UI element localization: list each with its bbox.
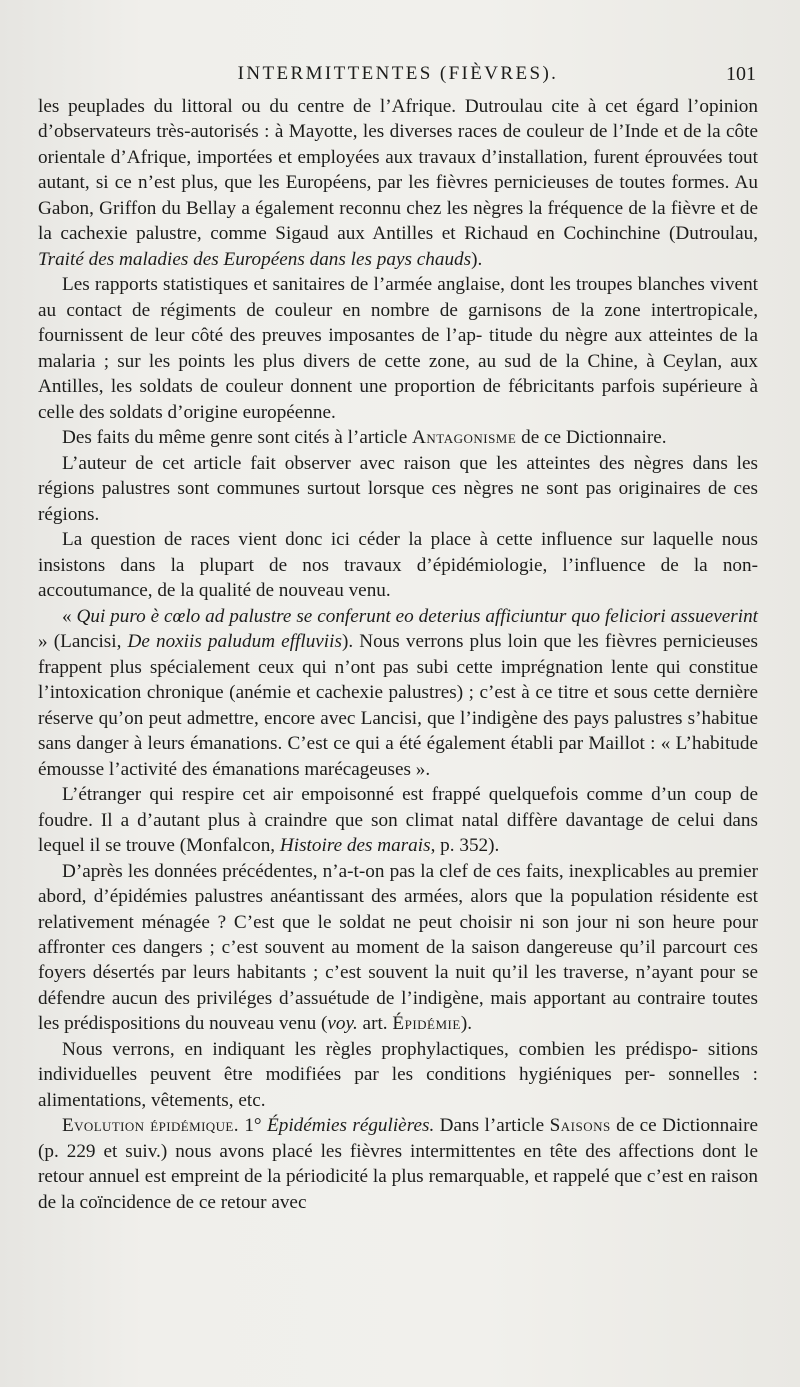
paragraph bbox=[38, 94, 758, 272]
text-run: les peuplades du littoral ou du centre de l’Afrique. Dutroulau cite à cet égard l’opinion d’observateurs très-autorisés : à Mayotte, les diverses races de couleur de l’Inde et de la côte orientale d’Afrique, importées et employées aux travaux d’installation, furent éprouvées tout autant, si ce n’est plus, que les Européens, par les fièvres pernicieuses de toutes formes. Au Gabon, Griffon du Bellay a également reconnu chez les nègres la fréquence de la fièvre et de la cachexie palustre, comme Sigaud aux Antilles et Richaud en Cochinchine (Dutroulau, bbox=[38, 96, 758, 245]
italic-text: Épidémies régulières. bbox=[267, 1115, 435, 1137]
text-run: ). Nous verrons plus loin que les fièvres pernicieuses frappent plus spécialement ceux qui n’ont pas subi cette imprégnation lente qui constitue l’intoxication chronique (anémie et cachexie palustres) ; c’est à ce titre et sous cette dernière réserve qu’on peut admettre, encore avec Lancisi, que l’indigène des pays palustres s’habitue sans danger à leurs émanations. C’est ce qui a été également établi par Maillot : « L’habitude émousse l’activité des émanations marécageuses ». bbox=[38, 631, 758, 780]
text-run: de ce Dictionnaire (p. 229 et suiv.) nous avons placé les fièvres intermittentes en tête des affections dont le retour annuel est empreint de la périodicité la plus remarquable, et rappelé que c’est en raison de la coïncidence de ce retour avec bbox=[38, 1115, 758, 1213]
italic-text: De noxiis paludum effluviis bbox=[127, 631, 342, 653]
text-run: de ce Dictionnaire. bbox=[516, 427, 667, 449]
text-run: Les rapports statistiques et sanitaires de l’armée anglaise, dont les troupes blanches vivent au contact de régiments de couleur en nombre de garnisons de la zone intertropicale, fournissent de leur côté des preuves imposantes de l’ap- titude du nègre aux atteintes de la malaria ; sur les points les plus divers de cette zone, au sud de la Chine, à Ceylan, aux Antilles, les soldats de couleur donnent une proportion de fébricitants parfois supérieure à celle des soldats d’origine européenne. bbox=[38, 274, 758, 423]
text-run: D’après les données précédentes, n’a-t-on pas la clef de ces faits, inexplicables au premier abord, d’épidémies palustres anéantissant des armées, alors que la population résidente est relativement ménagée ? C’est que le soldat ne peut choisir ni son jour ni son heure pour affronter ces dangers ; c’est souvent au moment de la saison dangereuse qu’il parcourt ces foyers désertés par leurs habitants ; c’est souvent la nuit qu’il les traverse, n’ayant pour se défendre aucun des priviléges d’assuétude de l’indigène, mais apportant au contraire toutes les prédispositions du nouveau venu ( bbox=[38, 860, 758, 1035]
text-run: , p. 352). bbox=[430, 835, 500, 857]
text-run: » (Lancisi, bbox=[38, 631, 128, 653]
running-title: INTERMITTENTES (FIÈVRES). bbox=[237, 63, 559, 84]
small-caps-reference: Saisons bbox=[549, 1115, 611, 1137]
paragraph bbox=[38, 1037, 758, 1113]
italic-text: Qui puro è cœlo ad palustre se conferunt eo deterius afficiuntur quo feliciori assueverint bbox=[76, 605, 759, 627]
small-caps-reference: Antagonisme bbox=[412, 427, 517, 449]
paragraph bbox=[38, 425, 758, 450]
paragraph bbox=[38, 272, 758, 425]
paragraph bbox=[38, 527, 758, 603]
text-run: ). bbox=[460, 1013, 473, 1035]
page-header bbox=[40, 58, 756, 90]
section-heading: Evolution épidémique. bbox=[62, 1115, 239, 1137]
text-run: L’auteur de cet article fait observer avec raison que les atteintes des nègres dans les régions palustres sont communes surtout lorsque ces nègres ne sont pas originaires de ces régions. bbox=[38, 452, 758, 525]
text-run: Des faits du même genre sont cités à l’article bbox=[62, 427, 413, 449]
body-text bbox=[38, 94, 758, 1215]
italic-text: voy. bbox=[327, 1013, 358, 1035]
text-run: Dans l’article bbox=[434, 1115, 550, 1137]
italic-text: Traité des maladies des Européens dans les pays chauds bbox=[38, 248, 472, 270]
paragraph bbox=[38, 604, 758, 782]
text-run: art. bbox=[357, 1013, 393, 1035]
paragraph bbox=[38, 1113, 758, 1215]
page-number: 101 bbox=[726, 63, 756, 85]
text-run: 1° bbox=[238, 1115, 268, 1137]
text-run: Nous verrons, en indiquant les règles prophylactiques, combien les prédispo- sitions individuelles peuvent être modifiées par les conditions hygiéniques per- sonnelles : alimentations, vêtements, etc. bbox=[38, 1038, 758, 1111]
paragraph bbox=[38, 451, 758, 527]
italic-text: Histoire des marais bbox=[279, 835, 431, 857]
text-run: L’étranger qui respire cet air empoisonné est frappé quelquefois comme d’un coup de foudre. Il a d’autant plus à craindre que son climat natal diffère davantage de celui dans lequel il se trouve (Monfalcon, bbox=[38, 784, 758, 857]
small-caps-reference: Épidémie bbox=[392, 1013, 461, 1035]
paragraph bbox=[38, 782, 758, 858]
text-run: La question de races vient donc ici céder la place à cette influence sur laquelle nous insistons dans la plupart de nos travaux d’épidémiologie, l’influence de la non-accoutumance, de la qualité de nouveau venu. bbox=[38, 529, 758, 602]
text-run: ). bbox=[471, 248, 483, 270]
paragraph bbox=[38, 859, 758, 1037]
text-run: « bbox=[62, 605, 77, 627]
